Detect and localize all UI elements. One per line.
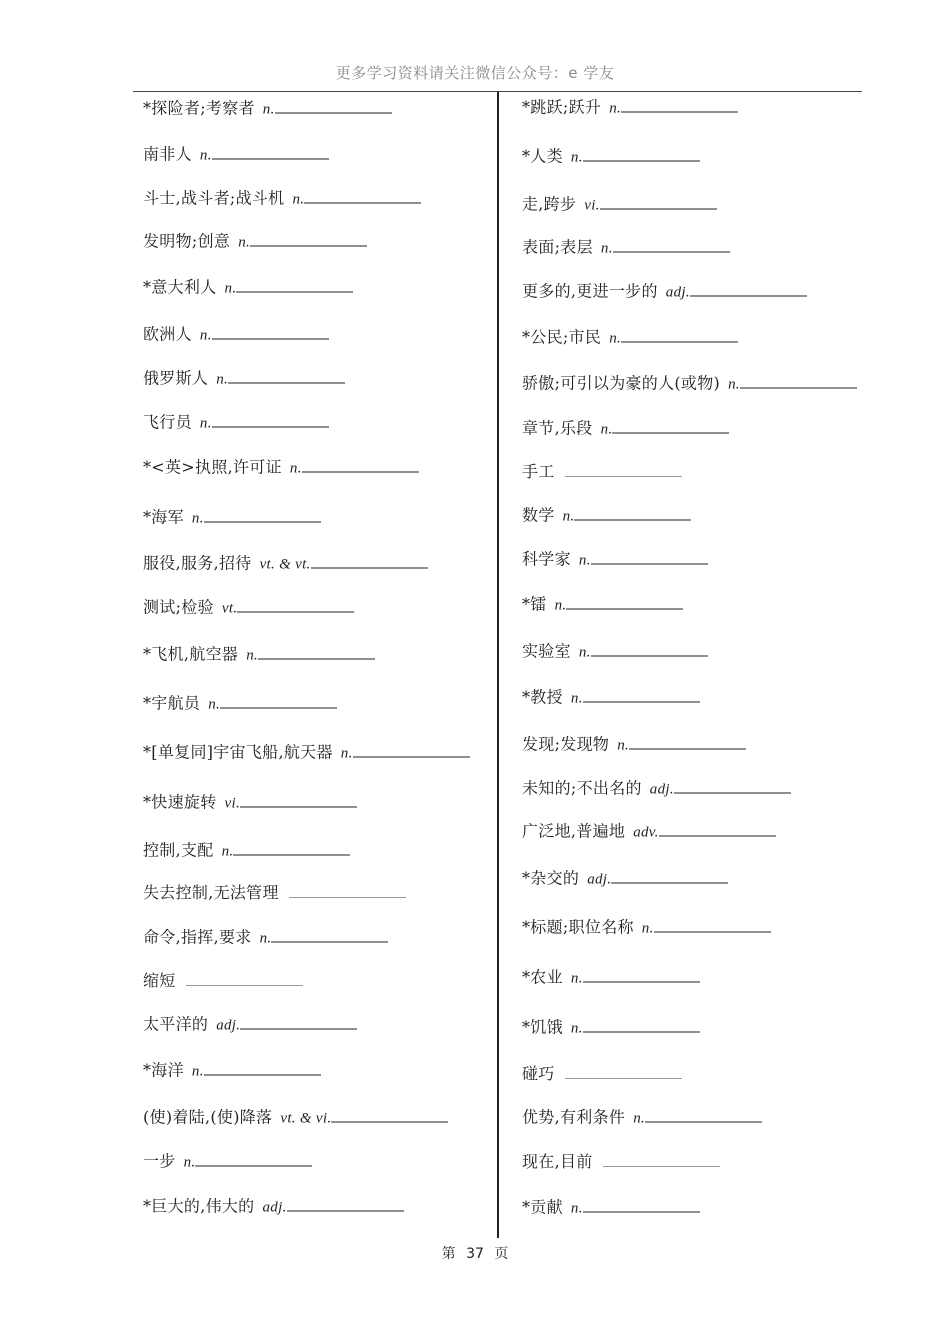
vocab-entry (143, 145, 329, 166)
part-of-speech: n. (262, 101, 275, 118)
part-of-speech: adj. (665, 284, 690, 301)
answer-blank[interactable] (613, 238, 730, 253)
entry-label: *人类 (522, 146, 563, 166)
vocab-entry (522, 869, 728, 890)
answer-blank[interactable] (621, 328, 738, 343)
part-of-speech: n. (292, 191, 305, 208)
footer-prefix: 第 (441, 1246, 456, 1262)
part-of-speech: n. (570, 970, 583, 987)
vocab-entry (522, 1064, 682, 1084)
entry-label: 斗士,战斗者;战斗机 (143, 188, 285, 208)
entry-label: 碰巧 (522, 1064, 555, 1083)
part-of-speech: vi. (584, 197, 600, 214)
entry-label: *意大利人 (143, 277, 217, 297)
answer-blank[interactable] (186, 971, 303, 986)
vocab-entry (143, 369, 345, 390)
entry-label: 欧洲人 (143, 324, 192, 344)
answer-blank[interactable] (583, 1018, 700, 1033)
entry-label: *海军 (143, 507, 184, 527)
answer-blank[interactable] (240, 793, 357, 808)
part-of-speech: n. (728, 376, 740, 393)
entry-label: *贡献 (522, 1197, 563, 1217)
part-of-speech: n. (199, 415, 212, 432)
answer-blank[interactable] (204, 1061, 321, 1076)
answer-blank[interactable] (583, 688, 700, 703)
answer-blank[interactable] (591, 642, 708, 657)
part-of-speech: vt. (221, 600, 238, 617)
answer-blank[interactable] (674, 779, 791, 794)
entry-label: 一步 (143, 1151, 176, 1171)
vocab-entry (143, 413, 329, 434)
vocab-entry (522, 374, 857, 395)
answer-blank[interactable] (654, 918, 771, 933)
vocab-entry (522, 147, 700, 168)
part-of-speech: n. (617, 737, 630, 754)
vocab-entry (143, 743, 470, 764)
part-of-speech: n. (183, 1154, 196, 1171)
vocab-entry (143, 554, 428, 575)
entry-label: *公民;市民 (522, 327, 602, 347)
part-of-speech: n. (570, 690, 583, 707)
answer-blank[interactable] (271, 928, 388, 943)
vocab-entry (522, 238, 730, 259)
answer-blank[interactable] (212, 325, 329, 340)
vocab-entry (143, 1152, 312, 1173)
entry-label: 现在,目前 (522, 1152, 593, 1171)
answer-blank[interactable] (583, 968, 700, 983)
entry-label: *快速旋转 (143, 792, 217, 812)
entry-label: *跳跃;跃升 (522, 97, 602, 117)
answer-blank[interactable] (233, 841, 350, 856)
entry-label: 数学 (522, 505, 555, 525)
part-of-speech: n. (570, 1200, 583, 1217)
part-of-speech: vi. (224, 795, 240, 812)
answer-blank[interactable] (600, 195, 717, 210)
footer-suffix: 页 (494, 1246, 509, 1262)
part-of-speech: adj. (649, 781, 674, 798)
entry-label: 发现;发现物 (522, 734, 610, 754)
answer-blank[interactable] (603, 1152, 720, 1167)
part-of-speech: n. (562, 508, 575, 525)
entry-label: *饥饿 (522, 1017, 563, 1037)
answer-blank[interactable] (275, 99, 392, 114)
entry-label: 太平洋的 (143, 1014, 209, 1034)
answer-blank[interactable] (583, 147, 700, 162)
vocab-entry (522, 462, 682, 482)
part-of-speech: vt. & vt. (259, 556, 311, 573)
part-of-speech: n. (224, 280, 237, 297)
entry-label: 南非人 (143, 144, 192, 164)
vocab-entry (522, 595, 683, 616)
part-of-speech: n. (609, 100, 622, 117)
answer-blank[interactable] (331, 1108, 448, 1123)
part-of-speech: n. (191, 510, 204, 527)
entry-label: 失去控制,无法管理 (143, 883, 279, 902)
answer-blank[interactable] (220, 694, 337, 709)
vocab-entry (143, 694, 337, 715)
vocab-entry (522, 195, 717, 216)
answer-blank[interactable] (228, 369, 345, 384)
part-of-speech: n. (208, 696, 221, 713)
vocab-entry (143, 508, 321, 529)
part-of-speech: n. (578, 552, 591, 569)
entry-label: 走,跨步 (522, 194, 577, 214)
entry-label: 测试;检验 (143, 597, 214, 617)
page-number: 37 (466, 1246, 484, 1262)
part-of-speech: n. (570, 1020, 583, 1037)
entry-label: (使)着陆,(使)降落 (143, 1107, 273, 1127)
part-of-speech: adv. (633, 824, 659, 841)
vocab-entry (522, 98, 738, 119)
entry-label: 未知的;不出名的 (522, 778, 642, 798)
answer-blank[interactable] (574, 506, 691, 521)
vocab-entry (143, 189, 421, 210)
answer-blank[interactable] (289, 883, 406, 898)
answer-blank[interactable] (236, 278, 353, 293)
part-of-speech: n. (570, 149, 583, 166)
part-of-speech: n. (216, 371, 229, 388)
vocab-entry (522, 918, 771, 939)
answer-blank[interactable] (645, 1108, 762, 1123)
entry-label: *杂交的 (522, 868, 580, 888)
part-of-speech: n. (609, 330, 622, 347)
part-of-speech: n. (238, 234, 251, 251)
answer-blank[interactable] (353, 743, 470, 758)
vocab-entry (143, 232, 367, 253)
vocab-entry (522, 550, 708, 571)
entry-label: *<英>执照,许可证 (143, 457, 282, 477)
page-footer (0, 1243, 950, 1263)
answer-blank[interactable] (565, 462, 682, 477)
vocab-entry (143, 928, 388, 949)
vocab-entry (522, 506, 691, 527)
part-of-speech: adj. (587, 871, 612, 888)
part-of-speech: n. (600, 421, 613, 438)
vocab-entry (522, 1018, 700, 1039)
vocab-entry (522, 419, 729, 440)
part-of-speech: vt. & vi. (280, 1110, 332, 1127)
part-of-speech: adj. (262, 1199, 287, 1216)
answer-blank[interactable] (612, 419, 729, 434)
entry-label: *海洋 (143, 1060, 184, 1080)
part-of-speech: n. (199, 327, 212, 344)
entry-label: 命令,指挥,要求 (143, 927, 252, 947)
part-of-speech: n. (259, 930, 272, 947)
vocab-entry (522, 822, 776, 843)
vocab-entry (143, 99, 392, 120)
answer-blank[interactable] (583, 1198, 700, 1213)
vocab-entry (522, 642, 708, 663)
entry-label: *宇航员 (143, 693, 201, 713)
vocab-entry (143, 325, 329, 346)
entry-label: *巨大的,伟大的 (143, 1196, 255, 1216)
page-header: 更多学习资料请关注微信公众号：e 学友 (335, 64, 615, 82)
part-of-speech: n. (554, 597, 567, 614)
part-of-speech: n. (221, 843, 234, 860)
answer-blank[interactable] (204, 508, 321, 523)
entry-label: *农业 (522, 967, 563, 987)
part-of-speech: n. (641, 920, 654, 937)
vocab-entry (143, 841, 350, 862)
entry-label: 优势,有利条件 (522, 1107, 626, 1127)
answer-blank[interactable] (212, 413, 329, 428)
part-of-speech: adj. (216, 1017, 241, 1034)
entry-label: 手工 (522, 462, 555, 481)
entry-label: 飞行员 (143, 412, 192, 432)
part-of-speech: n. (289, 460, 302, 477)
answer-blank[interactable] (258, 645, 375, 660)
answer-blank[interactable] (740, 374, 857, 389)
answer-blank[interactable] (304, 189, 421, 204)
entry-label: 骄傲;可引以为豪的人(或物) (522, 373, 721, 393)
vocab-entry (143, 883, 406, 903)
vocab-entry (522, 779, 791, 800)
answer-blank[interactable] (287, 1197, 404, 1212)
part-of-speech: n. (600, 240, 613, 257)
entry-label: *探险者;考察者 (143, 98, 255, 118)
entry-label: 服役,服务,招待 (143, 553, 252, 573)
entry-label: 控制,支配 (143, 840, 214, 860)
vocab-entry (143, 278, 353, 299)
vocab-entry (143, 598, 354, 619)
vocab-entry (522, 282, 807, 303)
answer-blank[interactable] (311, 554, 428, 569)
entry-label: 表面;表层 (522, 237, 593, 257)
vocab-entry (143, 458, 419, 479)
part-of-speech: n. (633, 1110, 646, 1127)
entry-label: 缩短 (143, 971, 176, 990)
entry-label: *标题;职位名称 (522, 917, 634, 937)
vocab-entry (143, 793, 357, 814)
answer-blank[interactable] (302, 458, 419, 473)
vocab-entry (522, 328, 738, 349)
entry-label: *[单复同]宇宙飞船,航天器 (143, 742, 333, 762)
answer-blank[interactable] (659, 822, 776, 837)
entry-label: 更多的,更进一步的 (522, 281, 658, 301)
vocab-entry (143, 971, 303, 991)
entry-label: 章节,乐段 (522, 418, 593, 438)
entry-label: *教授 (522, 687, 563, 707)
vocab-entry (522, 688, 700, 709)
answer-blank[interactable] (565, 1064, 682, 1079)
column-divider (497, 92, 499, 1238)
vocab-entry (522, 968, 700, 989)
vocab-entry (522, 1198, 700, 1219)
vocab-entry (143, 1015, 357, 1036)
entry-label: 广泛地,普遍地 (522, 821, 626, 841)
part-of-speech: n. (578, 644, 591, 661)
answer-blank[interactable] (250, 232, 367, 247)
vocab-entry (522, 1152, 720, 1172)
answer-blank[interactable] (591, 550, 708, 565)
answer-blank[interactable] (212, 145, 329, 160)
answer-blank[interactable] (566, 595, 683, 610)
answer-blank[interactable] (240, 1015, 357, 1030)
answer-blank[interactable] (195, 1152, 312, 1167)
answer-blank[interactable] (690, 282, 807, 297)
answer-blank[interactable] (629, 735, 746, 750)
entry-label: *镭 (522, 594, 547, 614)
entry-label: 发明物;创意 (143, 231, 231, 251)
vocab-entry (143, 645, 375, 666)
answer-blank[interactable] (611, 869, 728, 884)
entry-label: 实验室 (522, 641, 571, 661)
answer-blank[interactable] (621, 98, 738, 113)
part-of-speech: n. (340, 745, 353, 762)
part-of-speech: n. (199, 147, 212, 164)
answer-blank[interactable] (237, 598, 354, 613)
entry-label: 科学家 (522, 549, 571, 569)
vocab-entry (143, 1197, 404, 1218)
vocab-entry (143, 1108, 448, 1129)
vocab-entry (522, 1108, 762, 1129)
part-of-speech: n. (191, 1063, 204, 1080)
vocab-entry (522, 735, 746, 756)
entry-label: *飞机,航空器 (143, 644, 239, 664)
part-of-speech: n. (246, 647, 259, 664)
vocab-entry (143, 1061, 321, 1082)
entry-label: 俄罗斯人 (143, 368, 209, 388)
